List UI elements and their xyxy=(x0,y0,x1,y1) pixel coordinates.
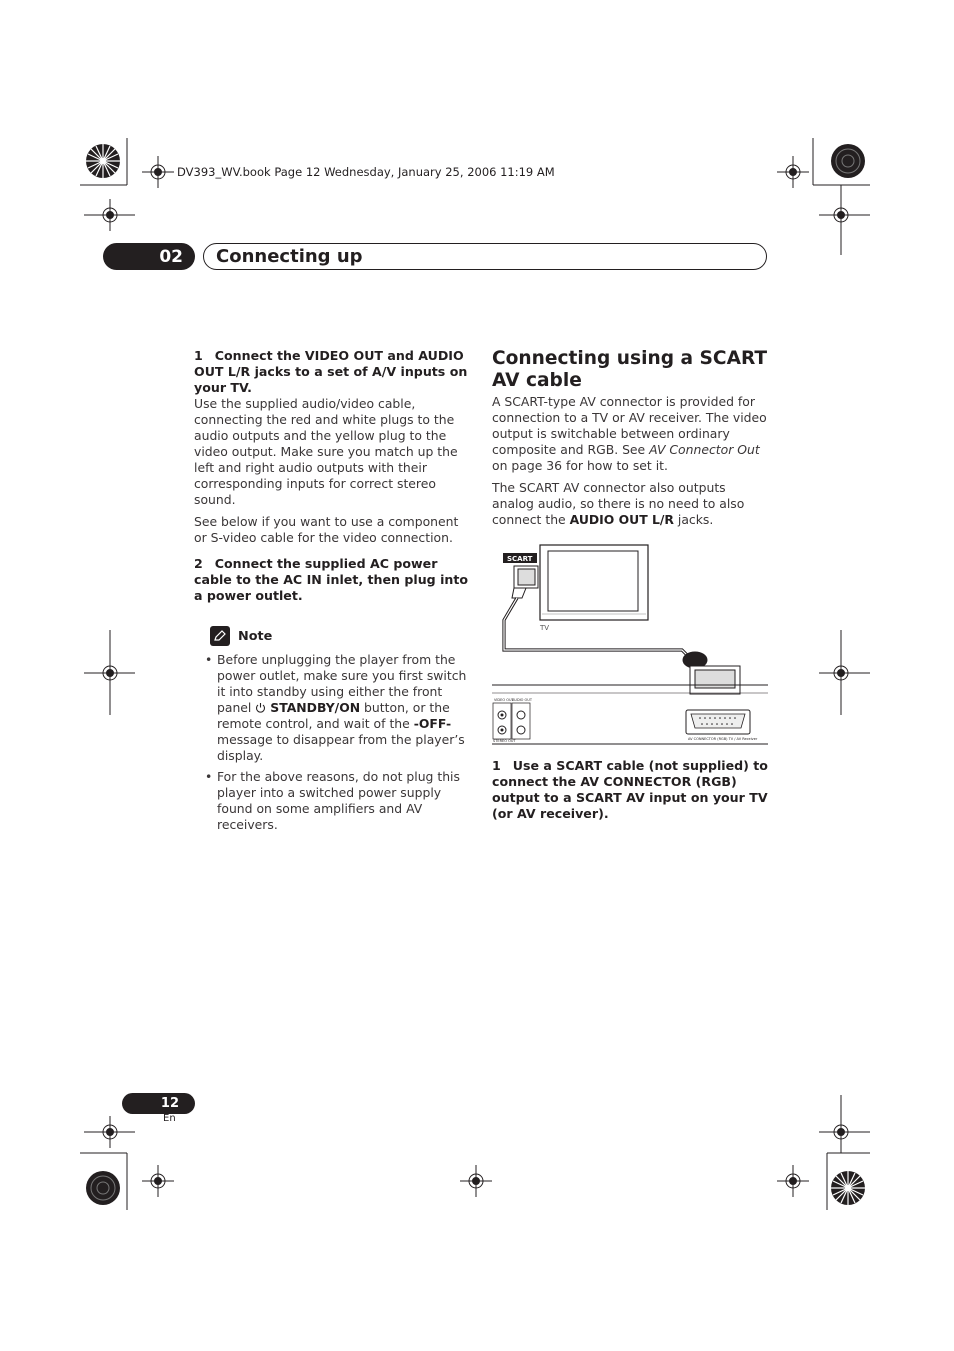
page-number: 12 xyxy=(122,1093,195,1114)
scart-connection-diagram xyxy=(490,540,770,750)
right-column xyxy=(492,348,768,528)
tv-illustration xyxy=(540,545,648,620)
step-2-heading: 2 Connect the supplied AC power cable to the AC IN inlet, then plug into a power outlet. xyxy=(194,556,469,603)
note-header xyxy=(210,626,470,646)
list-item: • Before unplugging the player from the power outlet, make sure you first switch it into standby using either the front panel STANDBY/ON button, or the remote control, and wait of the -OFF- message to disappear from the player’s display. xyxy=(205,652,467,763)
step-1-heading: 1 Connect the VIDEO OUT and AUDIO OUT L/R jacks to a set of A/V inputs on your TV. xyxy=(194,348,468,395)
panel-video-out: VIDEO OUT xyxy=(494,698,514,702)
pencil-icon xyxy=(210,626,230,646)
panel-stereo-out: STEREO OUT xyxy=(493,739,516,743)
section-title: Connecting using a SCART AV cable xyxy=(492,348,768,391)
list-item: • For the above reasons, do not plug this player into a switched power supply found on some amplifiers and AV receivers. xyxy=(205,769,460,832)
scart-step-1-heading: 1 Use a SCART cable (not supplied) to connect the AV CONNECTOR (RGB) output to a SCART AV input on your TV (or AV receiver). xyxy=(492,758,768,821)
chapter-number: 02 xyxy=(103,243,195,270)
scart-plug-tv xyxy=(512,566,538,598)
panel-av-connector: AV CONNECTOR (RGB) TV / AV Receiver xyxy=(688,737,758,741)
note-label: Note xyxy=(238,628,273,644)
left-column xyxy=(194,348,470,838)
page-language: En xyxy=(163,1113,176,1124)
panel-audio-out: AUDIO OUT xyxy=(512,698,533,702)
tv-label: TV xyxy=(540,624,550,632)
scart-step xyxy=(492,758,768,822)
scart-audio-note: The SCART AV connector also outputs analog audio, so there is no need to also connect the AUDIO OUT L/R jacks. xyxy=(492,480,745,527)
chapter-title: Connecting up xyxy=(203,243,767,270)
power-icon xyxy=(255,702,266,713)
scart-plug-player xyxy=(683,652,740,694)
print-file-info: DV393_WV.book Page 12 Wednesday, January 25, 2006 11:19 AM xyxy=(177,165,555,179)
step-1-note: See below if you want to use a component or S-video cable for the video connection. xyxy=(194,514,459,545)
note-list xyxy=(194,652,470,833)
scart-intro: A SCART-type AV connector is provided for connection to a TV or AV receiver. The video output is switchable between ordinary composite and RGB. See AV Connector Out on page 36 for how to set it. xyxy=(492,394,767,473)
step-1-body: Use the supplied audio/video cable, connecting the red and white plugs to the audio outputs and the yellow plug to the video output. Make sure you match up the left and right audio outputs with their corresponding inputs for correct stereo sound. xyxy=(194,396,458,507)
scart-label: SCART xyxy=(507,555,533,563)
